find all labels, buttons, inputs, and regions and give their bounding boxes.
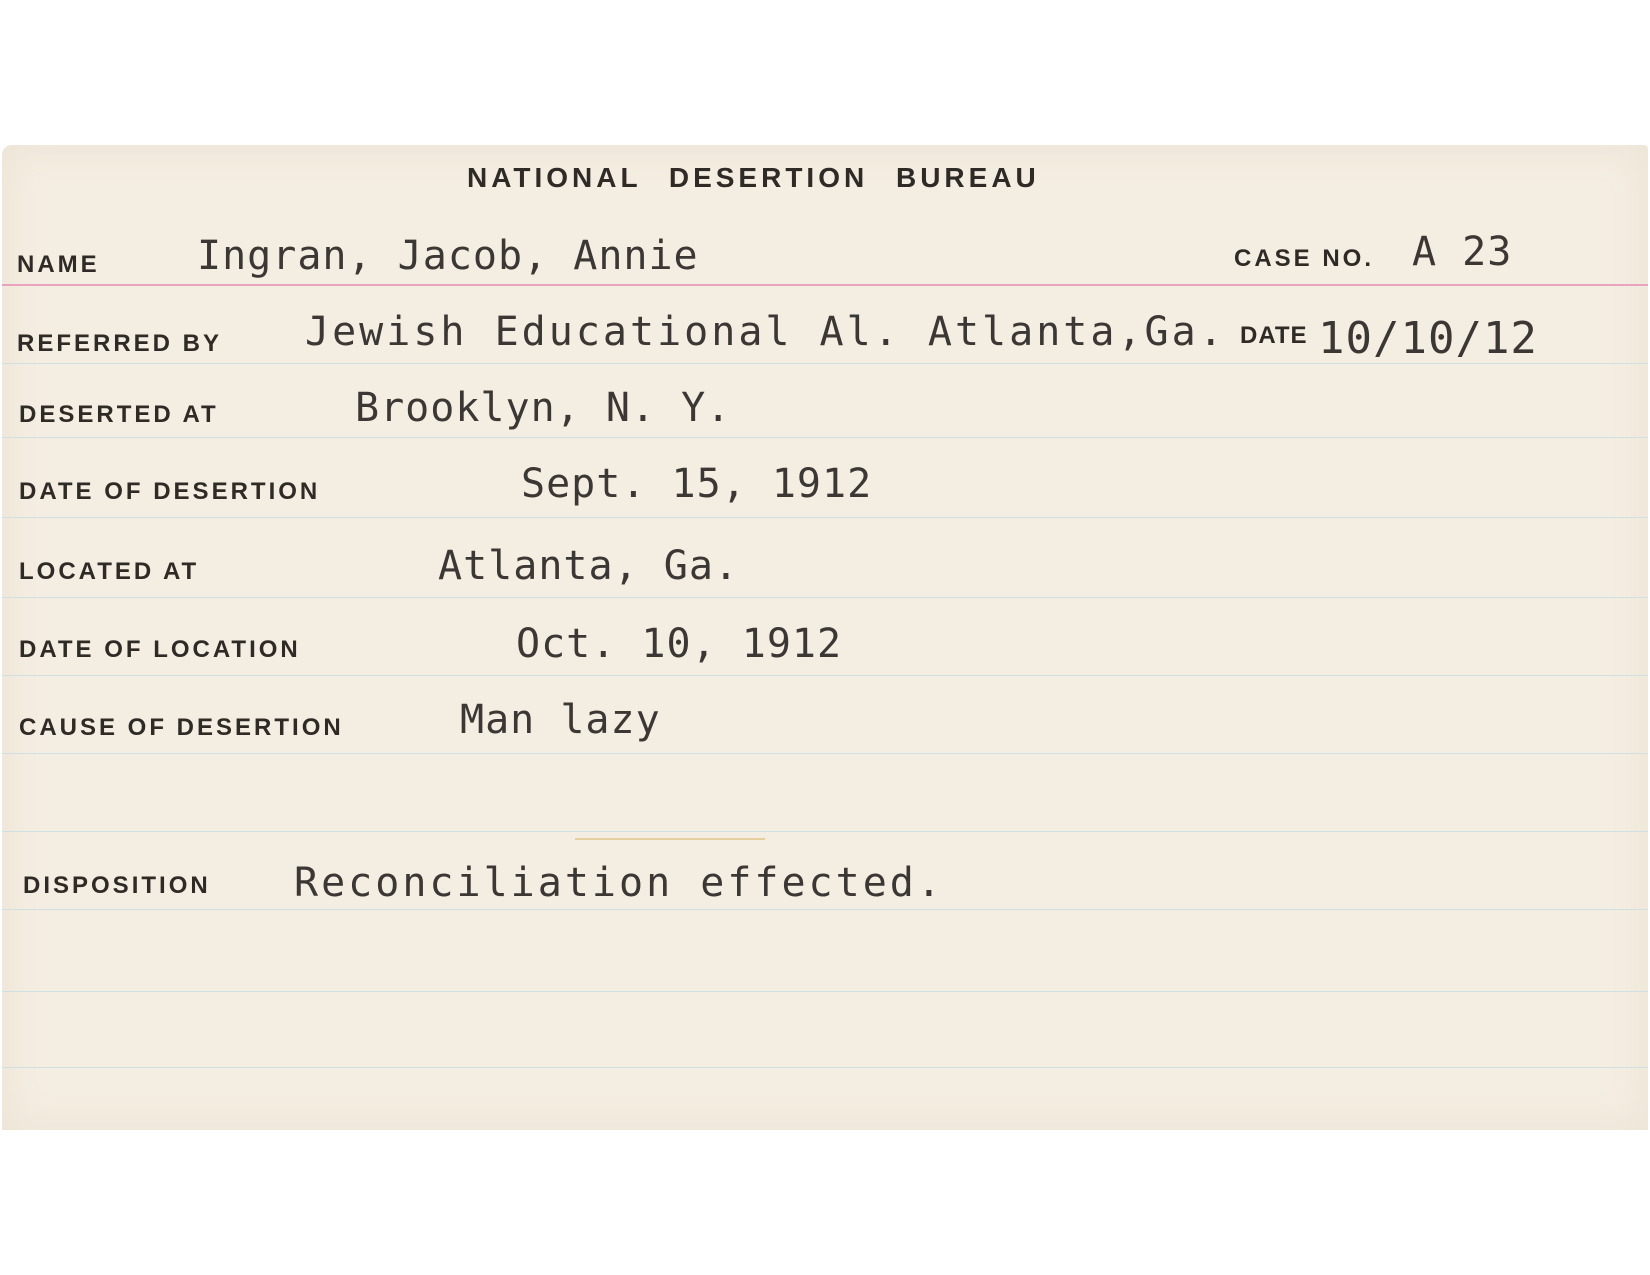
date-value: 10/10/12 bbox=[1318, 313, 1538, 364]
located-at-value: Atlanta, Ga. bbox=[438, 543, 739, 589]
date-of-location-value: Oct. 10, 1912 bbox=[516, 621, 843, 667]
cause-of-desertion-value: Man lazy bbox=[460, 697, 661, 743]
header-rule bbox=[2, 284, 1648, 286]
date-of-location-label: DATE OF LOCATION bbox=[19, 636, 301, 663]
ruled-line bbox=[2, 991, 1648, 992]
cause-of-desertion-label: CAUSE OF DESERTION bbox=[19, 714, 344, 741]
ruled-line bbox=[2, 675, 1648, 676]
referred-by-value: Jewish Educational Al. Atlanta,Ga. bbox=[305, 309, 1226, 355]
divider-rule bbox=[575, 838, 765, 840]
case-no-label: CASE NO. bbox=[1234, 245, 1375, 272]
case-no-value: A 23 bbox=[1412, 229, 1513, 275]
disposition-label: DISPOSITION bbox=[23, 872, 211, 899]
deserted-at-label: DESERTED AT bbox=[19, 401, 219, 428]
ruled-line bbox=[2, 437, 1648, 438]
ruled-line bbox=[2, 831, 1648, 832]
ruled-line bbox=[2, 753, 1648, 754]
ruled-line bbox=[2, 909, 1648, 910]
disposition-value: Reconciliation effected. bbox=[294, 860, 944, 906]
desertion-record-card bbox=[2, 145, 1648, 1130]
date-of-desertion-label: DATE OF DESERTION bbox=[19, 478, 321, 505]
deserted-at-value: Brooklyn, N. Y. bbox=[355, 385, 732, 431]
located-at-label: LOCATED AT bbox=[19, 558, 200, 585]
date-label: DATE bbox=[1240, 322, 1308, 349]
card-title: NATIONAL DESERTION BUREAU bbox=[467, 162, 1040, 193]
date-of-desertion-value: Sept. 15, 1912 bbox=[521, 461, 873, 507]
referred-by-label: REFERRED BY bbox=[17, 330, 223, 357]
name-value: Ingran, Jacob, Annie bbox=[197, 233, 699, 279]
ruled-line bbox=[2, 517, 1648, 518]
ruled-line bbox=[2, 1067, 1648, 1068]
ruled-line bbox=[2, 597, 1648, 598]
name-label: NAME bbox=[17, 251, 100, 278]
